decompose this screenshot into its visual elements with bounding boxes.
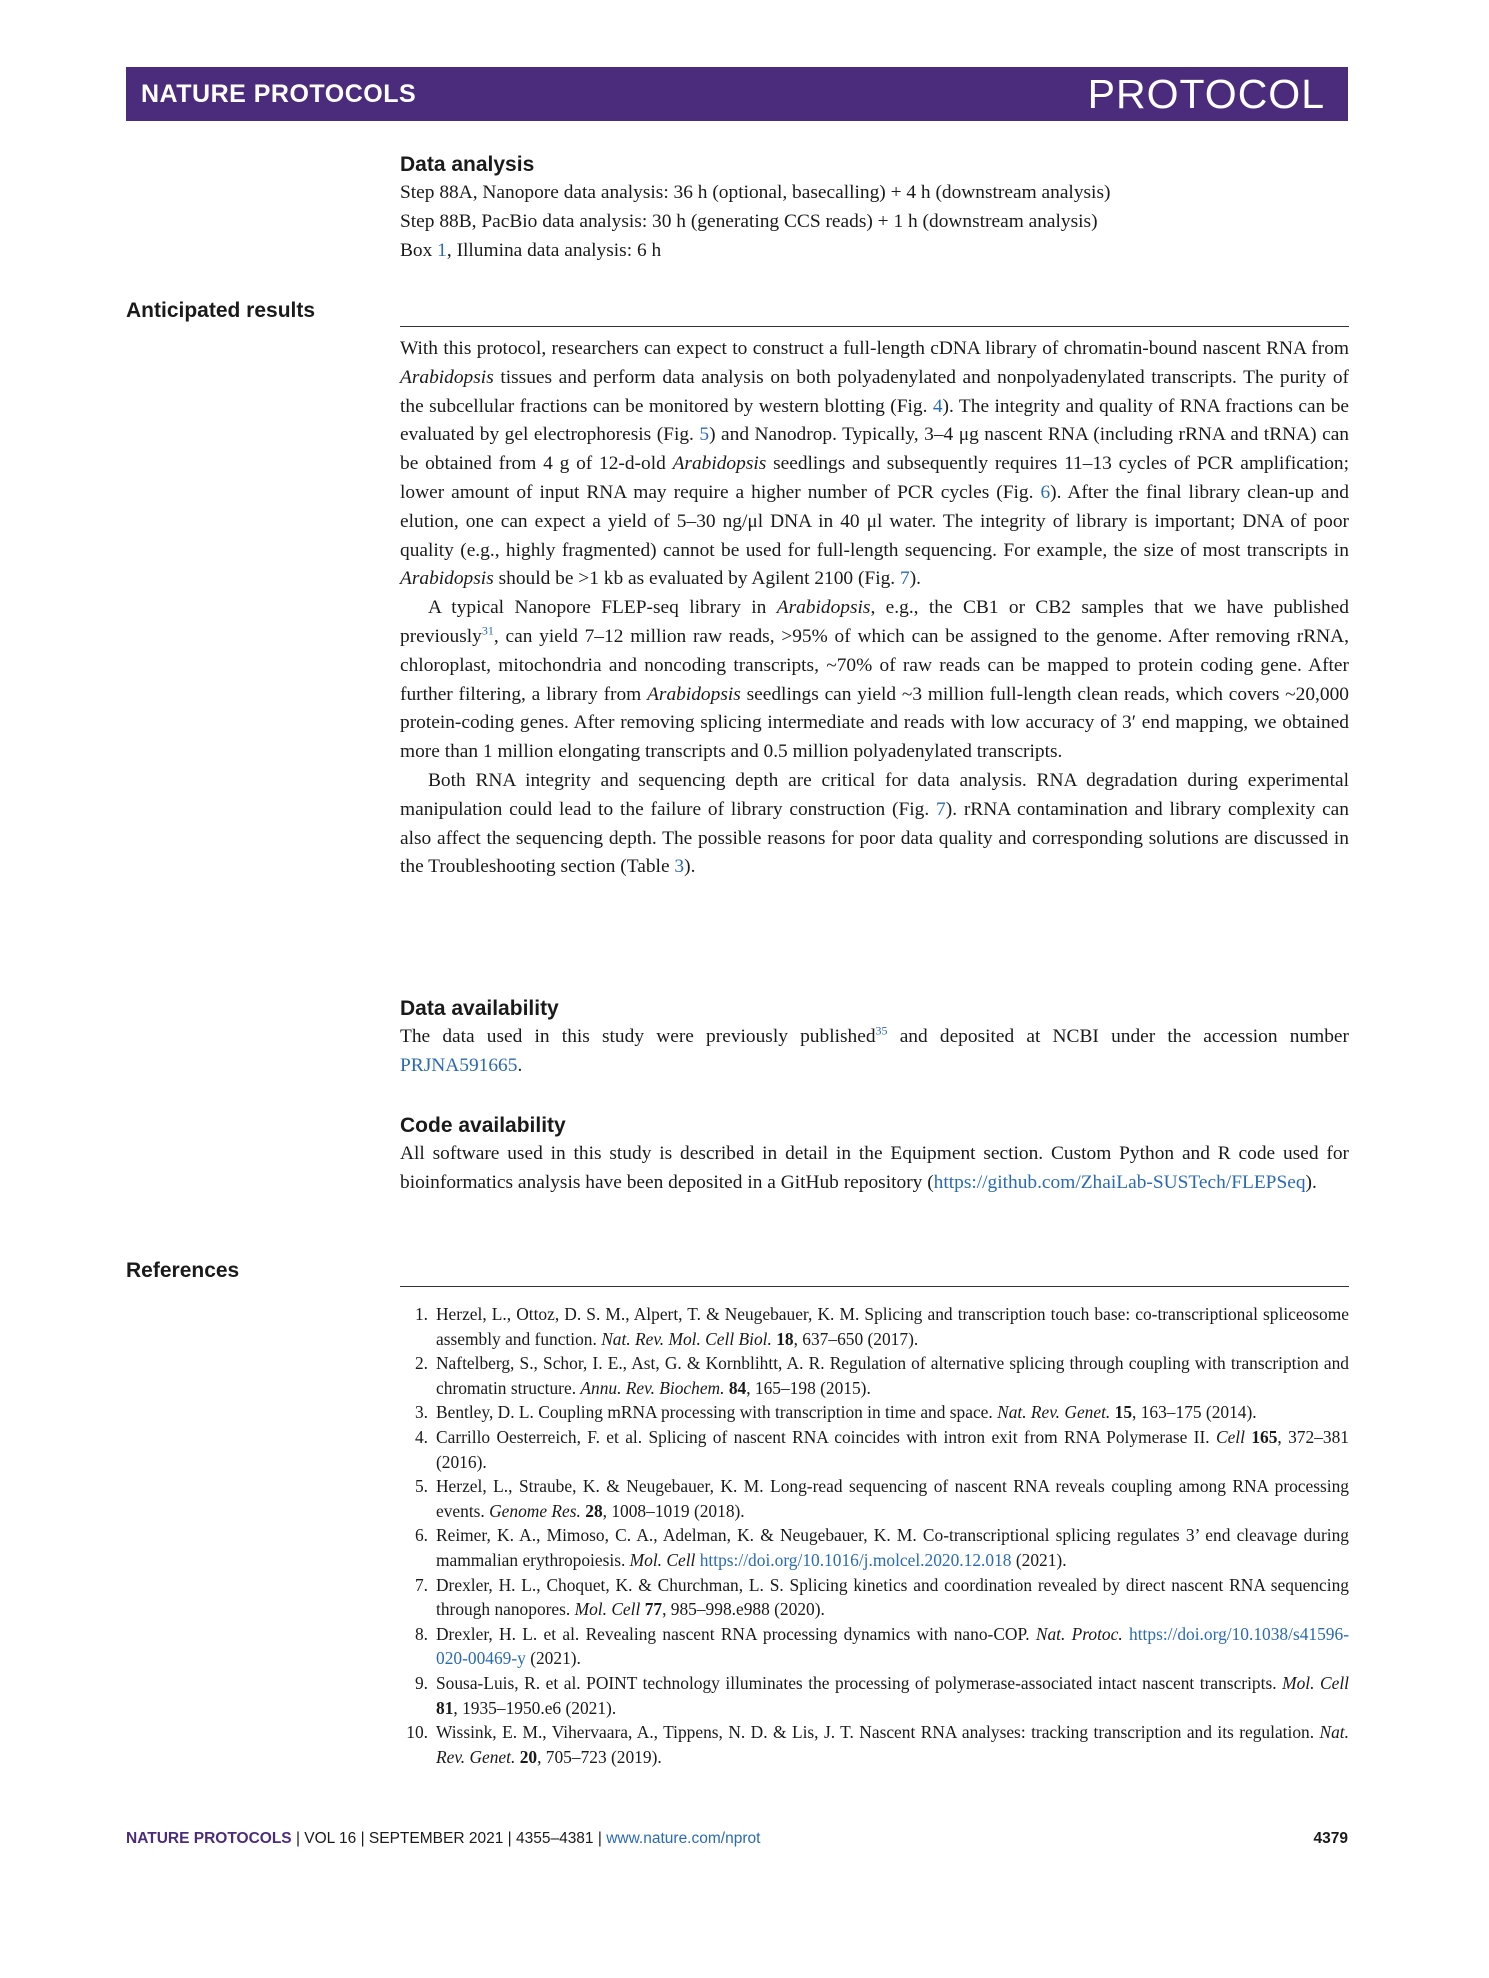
reference-journal: Annu. Rev. Biochem.	[580, 1377, 725, 1398]
reference-item: 4. Carrillo Oesterreich, F. et al. Splicing of nascent RNA coincides with intron exit from RNA Polymerase II. Cell 165, 372–381 (2016).	[400, 1425, 1349, 1474]
fig-7-link[interactable]: 7	[936, 798, 946, 820]
footer-journal: NATURE PROTOCOLS	[126, 1830, 292, 1847]
reference-doi-link[interactable]: https://doi.org/10.1016/j.molcel.2020.12.018	[699, 1549, 1012, 1570]
reference-number: 10.	[406, 1722, 428, 1743]
reference-number: 6.	[414, 1525, 428, 1546]
article-type-label: PROTOCOL	[1087, 70, 1325, 117]
reference-number: 7.	[414, 1574, 428, 1595]
reference-journal: Nat. Rev. Genet.	[997, 1402, 1111, 1423]
code-availability-text: All software used in this study is described in detail in the Equipment section. Custom Python and R code used for bioinformatics analysis have been deposited in a GitHub repository (https://github.com/ZhaiLab-SUSTech/FLEPSeq).	[400, 1143, 1349, 1193]
reference-volume: 18	[776, 1328, 794, 1349]
reference-journal: Nat. Rev. Genet.	[436, 1722, 1349, 1767]
reference-number: 4.	[414, 1426, 428, 1447]
timing-line-illumina: Box 1, Illumina data analysis: 6 h	[400, 239, 662, 261]
reference-volume: 165	[1251, 1426, 1278, 1447]
page-number: 4379	[1313, 1830, 1348, 1847]
reference-item: 3. Bentley, D. L. Coupling mRNA processing with transcription in time and space. Nat. Rev. Genet. 15, 163–175 (2014).	[400, 1400, 1349, 1425]
table-3-link[interactable]: 3	[674, 856, 685, 878]
reference-volume: 15	[1114, 1402, 1133, 1423]
reference-number: 9.	[414, 1672, 428, 1693]
timing-heading: Data analysis	[400, 153, 535, 176]
anticipated-results-heading: Anticipated results	[126, 299, 316, 322]
reference-item: 2. Naftelberg, S., Schor, I. E., Ast, G. & Kornblihtt, A. R. Regulation of alternative splicing through coupling with transcription and chromatin structure. Annu. Rev. Biochem. 84, 165–198 (2015).	[400, 1351, 1349, 1400]
reference-number: 5.	[414, 1476, 428, 1497]
footer-volume: VOL 16	[304, 1830, 357, 1847]
reference-item: 8. Drexler, H. L. et al. Revealing nascent RNA processing dynamics with nano-COP. Nat. Protoc. https://doi.org/10.1038/s41596-020-00469-y (2021).	[400, 1622, 1349, 1671]
box-1-link[interactable]: 1	[437, 239, 447, 261]
data-availability-text: The data used in this study were previously published$^{35}$ and deposited at NCBI under the accession number PRJNA591665.	[400, 1023, 1349, 1076]
reference-item: 5. Herzel, L., Straube, K. & Neugebauer, K. M. Long-read sequencing of nascent RNA reveals coupling among RNA processing events. Genome Res. 28, 1008–1019 (2018).	[400, 1474, 1349, 1523]
data-availability-heading: Data availability	[400, 997, 559, 1020]
reference-volume: 77	[644, 1599, 663, 1620]
reference-volume: 28	[585, 1500, 603, 1521]
reference-doi-link[interactable]: https://doi.org/10.1038/s41596-020-00469-y	[436, 1623, 1349, 1669]
reference-item: 6. Reimer, K. A., Mimoso, C. A., Adelman, K. & Neugebauer, K. M. Co-transcriptional splicing regulates 3’ end cleavage during mammalian erythropoiesis. Mol. Cell https://doi.org/10.1016/j.molcel.2020.12.018 (2021).	[400, 1523, 1349, 1572]
footer-citation: NATURE PROTOCOLS | VOL 16 | SEPTEMBER 2021 | 4355–4381 | www.nature.com/nprot	[126, 1830, 761, 1847]
footer-pages: 4355–4381	[515, 1830, 594, 1847]
data-availability-section	[400, 995, 1349, 1081]
github-link[interactable]: https://github.com/ZhaiLab-SUSTech/FLEPSeq	[933, 1171, 1306, 1193]
accession-link[interactable]: PRJNA591665	[400, 1054, 518, 1076]
reference-journal: Genome Res.	[489, 1500, 581, 1521]
paragraph: A typical Nanopore FLEP-seq library in Arabidopsis, e.g., the CB1 or CB2 samples that we have published previously$^{31}$, can yield 7–12 million raw reads, >95% of which can be assigned to the genome. After removing rRNA, chloroplast, mitochondria and noncoding transcripts, ~70% of raw reads can be mapped to protein coding gene. After further filtering, a library from Arabidopsis seedlings can yield ~3 million full-length clean reads, which covers ~20,000 protein-coding genes. After removing splicing intermediate and reads with low accuracy of 3′ end mapping, we obtained more than 1 million elongating transcripts and 0.5 million polyadenylated transcripts.	[400, 597, 1349, 763]
reference-item: 10. Wissink, E. M., Vihervaara, A., Tippens, N. D. & Lis, J. T. Nascent RNA analyses: tracking transcription and its regulation. Nat. Rev. Genet. 20, 705–723 (2019).	[400, 1720, 1349, 1769]
citation-31-link[interactable]: 31	[481, 623, 494, 638]
reference-journal: Nat. Protoc.	[1035, 1623, 1123, 1644]
reference-journal: Mol. Cell	[1282, 1672, 1349, 1693]
fig-6-link[interactable]: 6	[1040, 481, 1051, 503]
fig-5-link[interactable]: 5	[699, 424, 710, 446]
reference-journal: Mol. Cell	[629, 1549, 696, 1570]
section-divider	[400, 1286, 1349, 1287]
reference-volume: 81	[436, 1697, 454, 1718]
timing-line-pacbio: Step 88B, PacBio data analysis: 30 h (generating CCS reads) + 1 h (downstream analysis)	[400, 210, 1098, 232]
section-divider	[400, 326, 1349, 327]
journal-name: NATURE PROTOCOLS	[141, 79, 417, 108]
journal-header-bar	[126, 67, 1348, 121]
fig-7-link[interactable]: 7	[899, 568, 910, 590]
reference-item: 1. Herzel, L., Ottoz, D. S. M., Alpert, T. & Neugebauer, K. M. Splicing and transcription touch base: co-transcriptional spliceosome assembly and function. Nat. Rev. Mol. Cell Biol. 18, 637–650 (2017).	[400, 1302, 1349, 1351]
citation-35-link[interactable]: 35	[875, 1023, 888, 1038]
reference-volume: 20	[519, 1746, 538, 1767]
reference-journal: Mol. Cell	[574, 1599, 641, 1620]
reference-number: 3.	[414, 1402, 428, 1423]
reference-journal: Nat. Rev. Mol. Cell Biol.	[601, 1328, 772, 1349]
code-availability-heading: Code availability	[400, 1114, 566, 1137]
reference-number: 2.	[414, 1353, 428, 1374]
timing-line-nanopore: Step 88A, Nanopore data analysis: 36 h (optional, basecalling) + 4 h (downstream analysis)	[400, 182, 1111, 203]
reference-volume: 84	[728, 1377, 747, 1398]
anticipated-results-body	[400, 335, 1349, 882]
reference-number: 1.	[414, 1304, 428, 1324]
fig-4-link[interactable]: 4	[932, 395, 943, 417]
reference-journal: Cell	[1215, 1426, 1245, 1447]
reference-number: 8.	[414, 1623, 428, 1644]
footer-date: SEPTEMBER 2021	[368, 1830, 504, 1847]
timing-data-analysis	[400, 151, 1349, 265]
reference-item: 9. Sousa-Luis, R. et al. POINT technology illuminates the processing of polymerase-associated intact nascent transcripts. Mol. Cell 81, 1935–1950.e6 (2021).	[400, 1671, 1349, 1720]
paragraph: With this protocol, researchers can expect to construct a full-length cDNA library of chromatin-bound nascent RNA from Arabidopsis tissues and perform data analysis on both polyadenylated and nonpolyadenylated transcripts. The purity of the subcellular fractions can be monitored by western blotting (Fig. 4). The integrity and quality of RNA fractions can be evaluated by gel electrophoresis (Fig. 5) and Nanodrop. Typically, 3–4 μg nascent RNA (including rRNA and tRNA) can be obtained from 4 g of 12-d-old Arabidopsis seedlings and subsequently requires 11–13 cycles of PCR amplification; lower amount of input RNA may require a higher number of PCR cycles (Fig. 6). After the final library clean-up and elution, one can expect a yield of 5–30 ng/μl DNA in 40 μl water. The integrity of library is important; DNA of poor quality (e.g., highly fragmented) cannot be used for full-length sequencing. For example, the size of most transcripts in Arabidopsis should be >1 kb as evaluated by Agilent 2100 (Fig. 7).	[400, 338, 1350, 590]
references-heading: References	[126, 1259, 240, 1282]
reference-list	[400, 1302, 1349, 1769]
footer-url-link[interactable]: www.nature.com/nprot	[606, 1830, 761, 1847]
reference-item: 7. Drexler, H. L., Choquet, K. & Churchman, L. S. Splicing kinetics and coordination revealed by direct nascent RNA sequencing through nanopores. Mol. Cell 77, 985–998.e988 (2020).	[400, 1573, 1349, 1622]
paragraph: Both RNA integrity and sequencing depth are critical for data analysis. RNA degradation during experimental manipulation could lead to the failure of library construction (Fig. 7). rRNA contamination and library complexity can also affect the sequencing depth. The possible reasons for poor data quality and corresponding solutions are discussed in the Troubleshooting section (Table 3).	[400, 769, 1349, 878]
code-availability-section	[400, 1112, 1349, 1198]
